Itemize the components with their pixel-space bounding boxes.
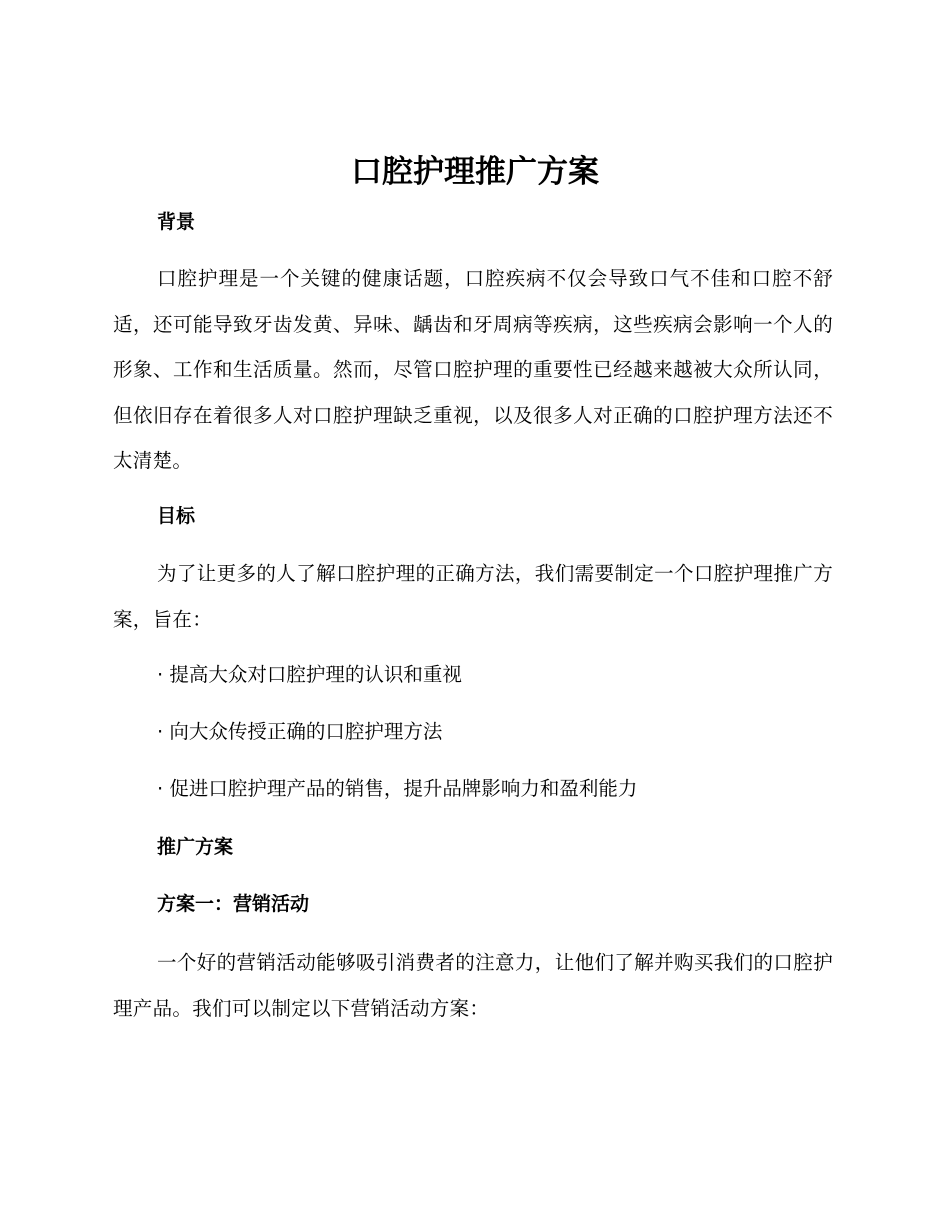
goal-bullet-1: · 提高大众对口腔护理的认识和重视 — [157, 663, 462, 686]
background-paragraph: 口腔护理是一个关键的健康话题，口腔疾病不仅会导致口气不佳和口腔不舒适，还可能导致牙齿发黄、异味、龋齿和牙周病等疾病，这些疾病会影响一个人的形象、工作和生活质量。然而，尽管口腔护理的重要性已经越来越被大众所认同，但依旧存在着很多人对口腔护理缺乏重视，以及很多人对正确的口腔护理方法还不太清楚。 — [113, 267, 833, 472]
goal-bullet-3: · 促进口腔护理产品的销售，提升品牌影响力和盈利能力 — [157, 777, 638, 800]
goal-bullet-2: · 向大众传授正确的口腔护理方法 — [157, 720, 443, 743]
subsection-heading-option-one: 方案一：营销活动 — [157, 893, 310, 915]
section-heading-goal: 目标 — [157, 505, 196, 527]
section-heading-background: 背景 — [157, 211, 196, 233]
goal-paragraph: 为了让更多的人了解口腔护理的正确方法，我们需要制定一个口腔护理推广方案，旨在： — [113, 562, 833, 631]
document-title: 口腔护理推广方案 — [351, 154, 599, 190]
section-heading-plan: 推广方案 — [157, 836, 234, 858]
option-one-paragraph: 一个好的营销活动能够吸引消费者的注意力，让他们了解并购买我们的口腔护理产品。我们可以制定以下营销活动方案： — [113, 951, 833, 1020]
